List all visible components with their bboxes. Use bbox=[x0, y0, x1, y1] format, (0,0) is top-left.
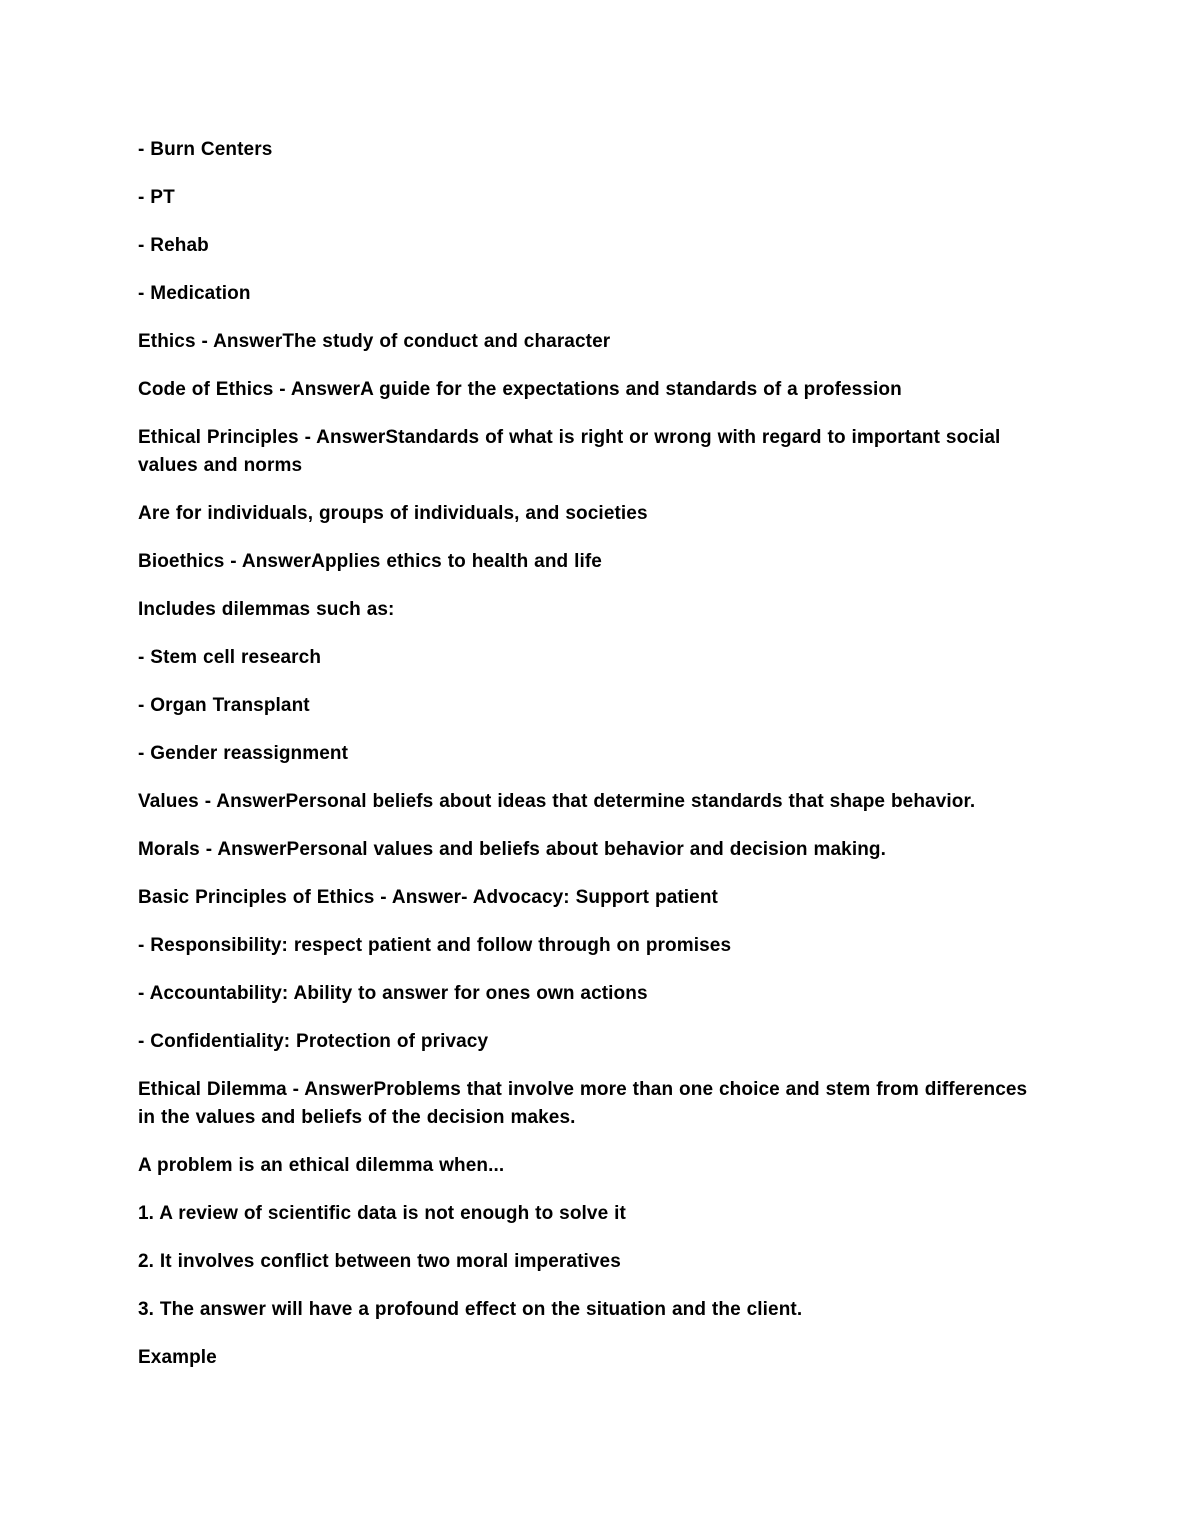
paragraph: - Accountability: Ability to answer for ones own actions bbox=[138, 983, 648, 1004]
paragraph: Ethical Principles - AnswerStandards of what is right or wrong with regard to important social values and norms bbox=[138, 427, 1001, 476]
paragraph: Ethical Dilemma - AnswerProblems that involve more than one choice and stem from differences in the values and beliefs of the decision makes. bbox=[138, 1079, 1028, 1128]
document-body bbox=[138, 136, 1050, 1372]
paragraph: 3. The answer will have a profound effect on the situation and the client. bbox=[138, 1299, 803, 1320]
paragraph: Includes dilemmas such as: bbox=[138, 599, 395, 620]
paragraph: 2. It involves conflict between two moral imperatives bbox=[138, 1251, 621, 1272]
paragraph: Values - AnswerPersonal beliefs about ideas that determine standards that shape behavior. bbox=[138, 791, 976, 812]
paragraph: - Medication bbox=[138, 283, 251, 304]
paragraph: Example bbox=[138, 1347, 217, 1368]
paragraph: Code of Ethics - AnswerA guide for the expectations and standards of a profession bbox=[138, 379, 902, 400]
paragraph: Basic Principles of Ethics - Answer- Advocacy: Support patient bbox=[138, 887, 718, 908]
paragraph: - Gender reassignment bbox=[138, 743, 349, 764]
paragraph: - Stem cell research bbox=[138, 647, 322, 668]
paragraph: Morals - AnswerPersonal values and beliefs about behavior and decision making. bbox=[138, 839, 887, 860]
paragraph: - PT bbox=[138, 187, 175, 208]
paragraph: - Responsibility: respect patient and follow through on promises bbox=[138, 935, 732, 956]
paragraph: Ethics - AnswerThe study of conduct and character bbox=[138, 331, 611, 352]
paragraph: - Confidentiality: Protection of privacy bbox=[138, 1031, 489, 1052]
paragraph: - Organ Transplant bbox=[138, 695, 310, 716]
paragraph: - Burn Centers bbox=[138, 139, 273, 160]
paragraph: - Rehab bbox=[138, 235, 209, 256]
paragraph: Are for individuals, groups of individuals, and societies bbox=[138, 503, 648, 524]
paragraph: A problem is an ethical dilemma when... bbox=[138, 1155, 505, 1176]
paragraph: Bioethics - AnswerApplies ethics to health and life bbox=[138, 551, 602, 572]
paragraph: 1. A review of scientific data is not enough to solve it bbox=[138, 1203, 626, 1224]
